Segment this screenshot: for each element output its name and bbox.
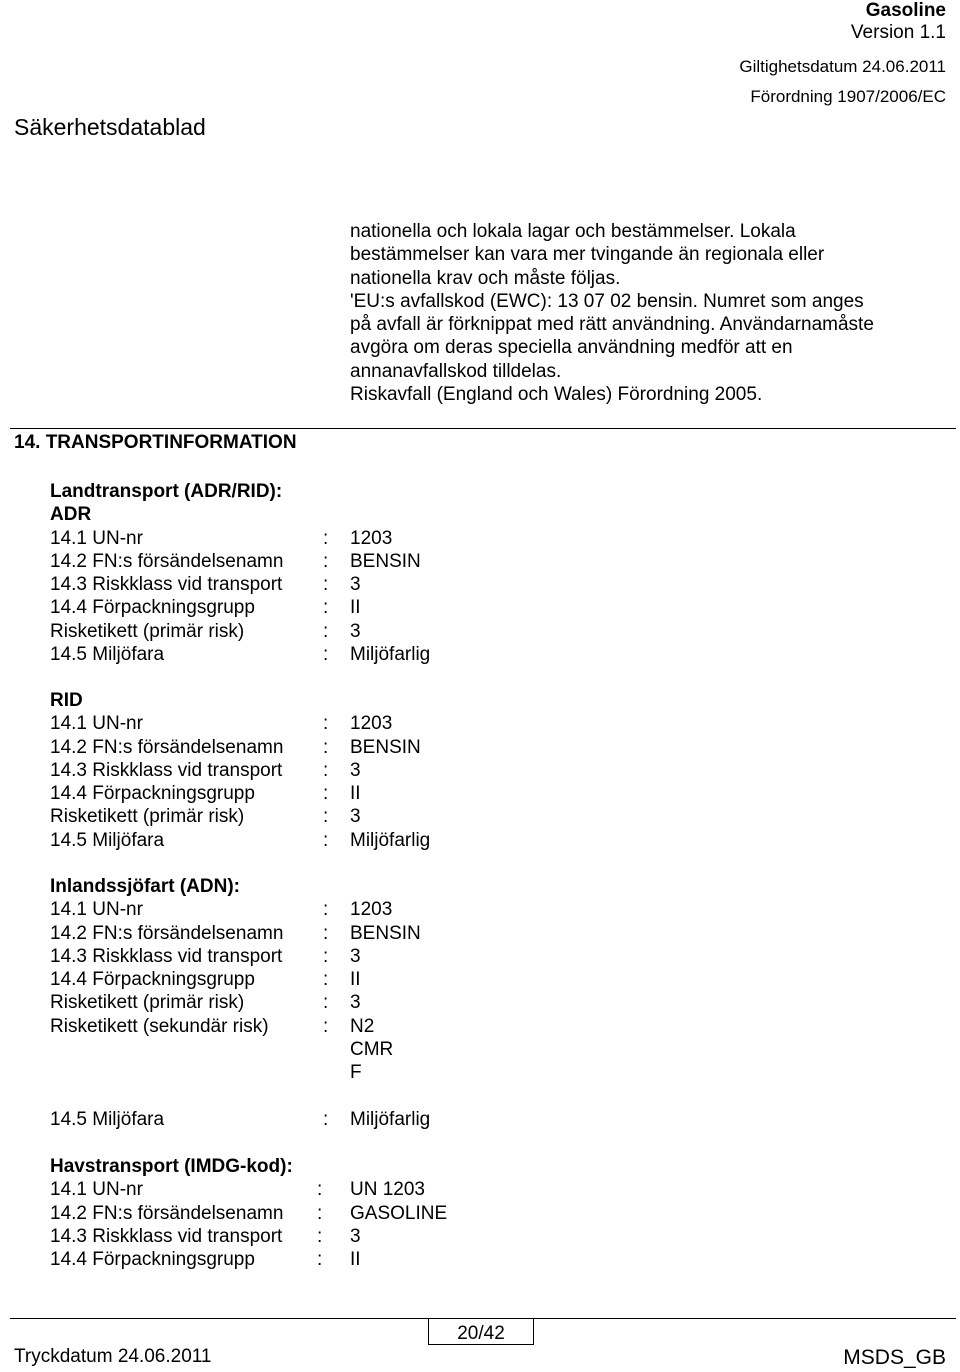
- row-value: 1203: [350, 713, 393, 735]
- row-value: 3: [350, 945, 361, 967]
- row-value: BENSIN: [350, 736, 421, 758]
- row-colon: :: [323, 969, 329, 991]
- row-label: 14.2 FN:s försändelsenamn: [50, 736, 284, 758]
- table-row: [50, 782, 650, 805]
- row-label: 14.4 Förpackningsgrupp: [50, 1249, 255, 1271]
- table-row: [50, 898, 650, 921]
- print-date: Tryckdatum 24.06.2011: [14, 1346, 212, 1367]
- row-value: UN 1203: [350, 1179, 425, 1201]
- row-value: 1203: [350, 899, 393, 921]
- row-colon: :: [317, 1225, 323, 1247]
- validity-date: Giltighetsdatum 24.06.2011: [739, 57, 946, 76]
- row-value: F: [350, 1062, 362, 1084]
- row-value: 3: [350, 992, 361, 1014]
- document-title: Säkerhetsdatablad: [14, 114, 206, 140]
- rid-block: [50, 689, 650, 852]
- table-row: [50, 922, 650, 945]
- imdg-heading: Havstransport (IMDG-kod):: [50, 1156, 293, 1177]
- row-value: GASOLINE: [350, 1202, 448, 1224]
- version: Version 1.1: [850, 22, 946, 43]
- row-value: Miljöfarlig: [350, 829, 431, 851]
- row-value: Miljöfarlig: [350, 1108, 431, 1130]
- document-code: MSDS_GB: [843, 1346, 946, 1369]
- table-row: [50, 829, 650, 852]
- row-colon: :: [323, 806, 329, 828]
- row-label: 14.4 Förpackningsgrupp: [50, 969, 255, 991]
- imdg-block: [50, 1155, 650, 1271]
- paragraph-line: Riskavfall (England och Wales) Förordning 2005.: [350, 384, 763, 406]
- table-row: [50, 805, 650, 828]
- row-colon: :: [323, 1108, 329, 1130]
- section-title: 14. TRANSPORTINFORMATION: [14, 432, 297, 453]
- row-colon: :: [317, 1179, 323, 1201]
- row-label: 14.1 UN-nr: [50, 527, 143, 549]
- table-row: [50, 1038, 650, 1061]
- row-colon: :: [323, 759, 329, 781]
- adr-heading: Landtransport (ADR/RID):: [50, 481, 283, 502]
- row-value: II: [350, 1249, 361, 1271]
- row-value: II: [350, 597, 361, 619]
- row-label: 14.1 UN-nr: [50, 713, 143, 735]
- row-colon: :: [323, 922, 329, 944]
- table-row: [50, 643, 650, 666]
- row-value: 3: [350, 759, 361, 781]
- row-colon: :: [323, 527, 329, 549]
- row-value: 1203: [350, 527, 393, 549]
- table-row: [50, 1015, 650, 1038]
- table-row: [50, 1225, 650, 1248]
- row-label: 14.5 Miljöfara: [50, 644, 165, 666]
- page-number: 20/42: [457, 1323, 505, 1344]
- row-value: BENSIN: [350, 550, 421, 572]
- disposal-continuation-text: [350, 220, 930, 406]
- row-colon: :: [323, 620, 329, 642]
- paragraph-line: annanavfallskod tilldelas.: [350, 360, 562, 382]
- row-label: 14.1 UN-nr: [50, 899, 143, 921]
- row-value: 3: [350, 1225, 361, 1247]
- paragraph-line: bestämmelser kan vara mer tvingande än regionala eller: [350, 244, 825, 266]
- row-colon: :: [323, 713, 329, 735]
- section-divider: [10, 428, 956, 429]
- row-colon: :: [317, 1202, 323, 1224]
- table-row: [50, 573, 650, 596]
- row-label: Risketikett (sekundär risk): [50, 1015, 269, 1037]
- table-row: [50, 1108, 650, 1131]
- row-value: CMR: [350, 1039, 394, 1061]
- rid-heading: RID: [50, 690, 83, 711]
- row-value: 3: [350, 806, 361, 828]
- paragraph-line: 'EU:s avfallskod (EWC): 13 07 02 bensin. Numret som anges: [350, 290, 864, 312]
- table-row: [50, 1061, 650, 1084]
- adn-heading: Inlandssjöfart (ADN):: [50, 876, 240, 897]
- row-value: II: [350, 783, 361, 805]
- row-colon: :: [317, 1249, 323, 1271]
- row-value: II: [350, 969, 361, 991]
- table-row: [50, 1248, 650, 1271]
- paragraph-line: på avfall är förknippat med rätt användning. Användarnamåste: [350, 314, 874, 336]
- row-value: N2: [350, 1015, 375, 1037]
- table-row: [50, 759, 650, 782]
- row-label: 14.4 Förpackningsgrupp: [50, 597, 255, 619]
- table-row: [50, 1202, 650, 1225]
- row-value: 3: [350, 620, 361, 642]
- table-row: [50, 736, 650, 759]
- row-colon: :: [323, 783, 329, 805]
- row-colon: :: [323, 945, 329, 967]
- row-label: 14.3 Riskklass vid transport: [50, 1225, 283, 1247]
- row-colon: :: [323, 829, 329, 851]
- row-label: 14.2 FN:s försändelsenamn: [50, 550, 284, 572]
- row-colon: :: [323, 644, 329, 666]
- row-colon: :: [323, 736, 329, 758]
- adr-block: [50, 480, 650, 666]
- row-value: 3: [350, 574, 361, 596]
- row-label: 14.3 Riskklass vid transport: [50, 759, 283, 781]
- table-row: [50, 945, 650, 968]
- row-value: BENSIN: [350, 922, 421, 944]
- product-name: Gasoline: [865, 0, 946, 21]
- row-label: 14.2 FN:s försändelsenamn: [50, 922, 284, 944]
- table-row: [50, 527, 650, 550]
- row-label: Risketikett (primär risk): [50, 806, 245, 828]
- row-label: 14.3 Riskklass vid transport: [50, 945, 283, 967]
- row-label: Risketikett (primär risk): [50, 992, 245, 1014]
- table-row: [50, 620, 650, 643]
- row-label: 14.2 FN:s försändelsenamn: [50, 1202, 284, 1224]
- adn-block: [50, 875, 650, 1131]
- row-label: 14.5 Miljöfara: [50, 1108, 165, 1130]
- row-colon: :: [323, 597, 329, 619]
- row-colon: :: [323, 899, 329, 921]
- table-row: [50, 596, 650, 619]
- row-colon: :: [323, 574, 329, 596]
- table-row: [50, 1178, 650, 1201]
- row-label: 14.4 Förpackningsgrupp: [50, 783, 255, 805]
- paragraph-line: nationella och lokala lagar och bestämmelser. Lokala: [350, 221, 796, 242]
- row-colon: :: [323, 992, 329, 1014]
- row-label: 14.5 Miljöfara: [50, 829, 165, 851]
- table-row: [50, 1085, 650, 1108]
- row-label: 14.1 UN-nr: [50, 1179, 143, 1201]
- regulation: Förordning 1907/2006/EC: [750, 87, 946, 106]
- row-colon: :: [323, 550, 329, 572]
- row-colon: :: [323, 1015, 329, 1037]
- table-row: [50, 991, 650, 1014]
- paragraph-line: avgöra om deras speciella användning medför att en: [350, 337, 793, 359]
- table-row: [50, 550, 650, 573]
- table-row: [50, 968, 650, 991]
- row-label: 14.3 Riskklass vid transport: [50, 574, 283, 596]
- table-row: [50, 712, 650, 735]
- paragraph-line: nationella krav och måste följas.: [350, 267, 621, 289]
- row-value: Miljöfarlig: [350, 644, 431, 666]
- row-label: Risketikett (primär risk): [50, 620, 245, 642]
- adr-subheading: ADR: [50, 504, 92, 526]
